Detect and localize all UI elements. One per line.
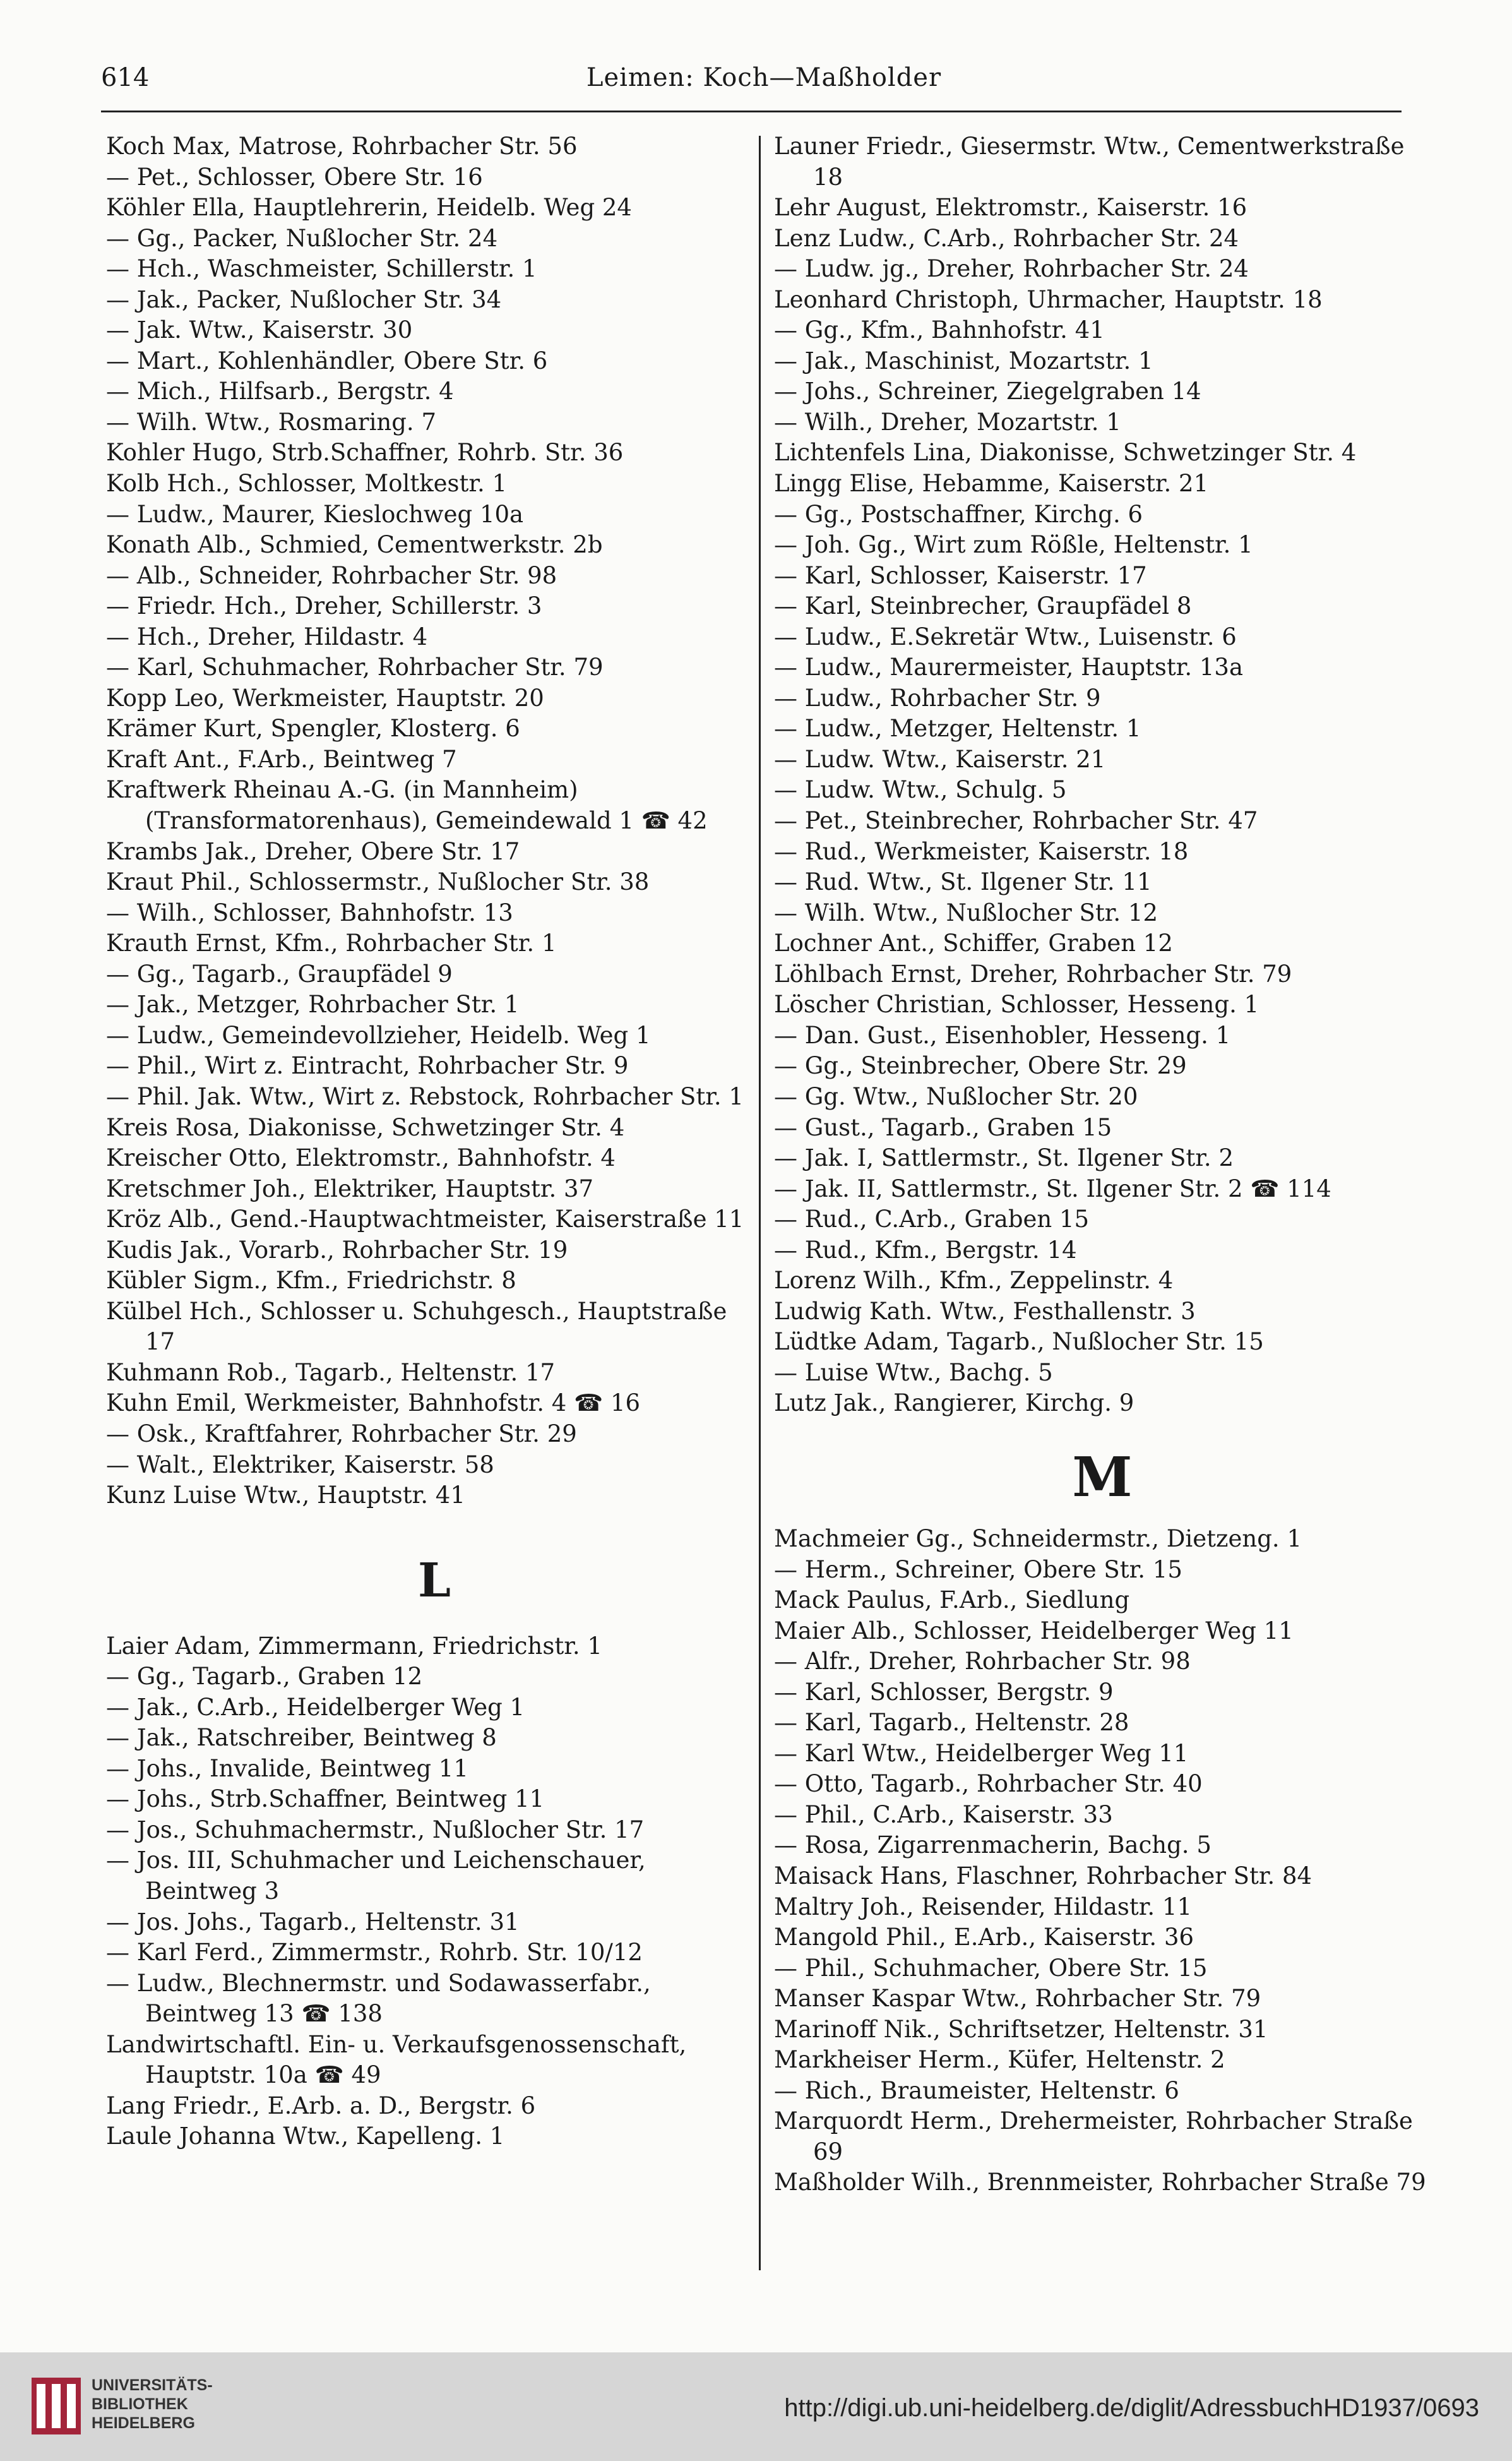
directory-entry: Kretschmer Joh., Elektriker, Hauptstr. 37 xyxy=(106,1175,594,1202)
directory-entry: Lingg Elise, Hebamme, Kaiserstr. 21 xyxy=(774,470,1209,498)
directory-entry: — Alb., Schneider, Rohrbacher Str. 98 xyxy=(106,561,557,589)
left-column xyxy=(106,131,763,2152)
directory-entry: — Jak., Metzger, Rohrbacher Str. 1 xyxy=(106,991,520,1019)
directory-entry: Kopp Leo, Werkmeister, Hauptstr. 20 xyxy=(106,684,544,712)
directory-entry: — Rosa, Zigarrenmacherin, Bachg. 5 xyxy=(774,1831,1211,1859)
directory-entry: Köhler Ella, Hauptlehrerin, Heidelb. Weg 24 xyxy=(106,194,632,222)
section-letter-l: L xyxy=(417,1553,451,1608)
directory-entry: — Hch., Dreher, Hildastr. 4 xyxy=(106,623,428,650)
directory-entry: Krauth Ernst, Kfm., Rohrbacher Str. 1 xyxy=(106,930,557,957)
directory-entry: — Gg., Steinbrecher, Obere Str. 29 xyxy=(774,1052,1187,1080)
directory-entry: — Ludw., Gemeindevollzieher, Heidelb. Weg 1 xyxy=(106,1021,651,1049)
directory-entry: — Rud., Kfm., Bergstr. 14 xyxy=(774,1236,1077,1264)
directory-entry: Lutz Jak., Rangierer, Kirchg. 9 xyxy=(774,1389,1134,1417)
directory-entry: Lang Friedr., E.Arb. a. D., Bergstr. 6 xyxy=(106,2092,536,2119)
directory-entry: — Rich., Braumeister, Heltenstr. 6 xyxy=(774,2076,1179,2104)
directory-entry: Lüdtke Adam, Tagarb., Nußlocher Str. 15 xyxy=(774,1328,1264,1356)
directory-entry: Lochner Ant., Schiffer, Graben 12 xyxy=(774,930,1173,957)
directory-entry: — Phil., Schuhmacher, Obere Str. 15 xyxy=(774,1954,1208,1982)
directory-entry: — Karl, Tagarb., Heltenstr. 28 xyxy=(774,1709,1129,1737)
directory-entry: Mangold Phil., E.Arb., Kaiserstr. 36 xyxy=(774,1924,1194,1951)
directory-entry: Markheiser Herm., Küfer, Heltenstr. 2 xyxy=(774,2046,1225,2074)
directory-entry: Lichtenfels Lina, Diakonisse, Schwetzinger Str. 4 xyxy=(774,439,1357,467)
directory-entry: — Johs., Invalide, Beintweg 11 xyxy=(106,1754,468,1782)
directory-entry: — Ludw. jg., Dreher, Rohrbacher Str. 24 xyxy=(774,255,1249,283)
directory-entry: — Johs., Schreiner, Ziegelgraben 14 xyxy=(774,378,1201,405)
library-name-line1: UNIVERSITÄTS- xyxy=(92,2376,213,2394)
directory-entry: — Ludw., Metzger, Heltenstr. 1 xyxy=(774,715,1141,743)
library-logo-icon xyxy=(32,2378,81,2434)
directory-entry: Lehr August, Elektromstr., Kaiserstr. 16 xyxy=(774,194,1247,222)
directory-entry: — Joh. Gg., Wirt zum Rößle, Heltenstr. 1 xyxy=(774,531,1253,559)
directory-entry: Kuhn Emil, Werkmeister, Bahnhofstr. 4 ☎ 16 xyxy=(106,1389,641,1417)
directory-entry: — Luise Wtw., Bachg. 5 xyxy=(774,1358,1053,1386)
directory-entry: — Jos. III, Schuhmacher und Leichenschauer, Beintweg 3 xyxy=(106,1847,646,1905)
library-name[interactable] xyxy=(92,2376,213,2433)
directory-entry: Kraftwerk Rheinau A.-G. (in Mannheim) (Transformatorenhaus), Gemeindewald 1 ☎ 42 xyxy=(106,776,708,835)
directory-entry: Lorenz Wilh., Kfm., Zeppelinstr. 4 xyxy=(774,1267,1174,1295)
directory-entry: — Phil., C.Arb., Kaiserstr. 33 xyxy=(774,1800,1113,1828)
directory-entry: — Jos. Johs., Tagarb., Heltenstr. 31 xyxy=(106,1908,520,1936)
directory-entry: Laier Adam, Zimmermann, Friedrichstr. 1 xyxy=(106,1632,602,1660)
directory-entry: Marinoff Nik., Schriftsetzer, Heltenstr. 31 xyxy=(774,2015,1268,2043)
directory-entry: — Walt., Elektriker, Kaiserstr. 58 xyxy=(106,1451,494,1478)
directory-entry: Maltry Joh., Reisender, Hildastr. 11 xyxy=(774,1893,1193,1920)
directory-entry: Lenz Ludw., C.Arb., Rohrbacher Str. 24 xyxy=(774,224,1239,252)
directory-entry: Konath Alb., Schmied, Cementwerkstr. 2b xyxy=(106,531,603,559)
directory-entry: Koch Max, Matrose, Rohrbacher Str. 56 xyxy=(106,133,578,160)
library-name-line3: HEIDELBERG xyxy=(92,2414,195,2432)
directory-entry: — Gg., Kfm., Bahnhofstr. 41 xyxy=(774,316,1105,344)
directory-entry: — Wilh. Wtw., Nußlocher Str. 12 xyxy=(774,899,1158,926)
directory-entry: — Gust., Tagarb., Graben 15 xyxy=(774,1113,1112,1141)
directory-entry: — Johs., Strb.Schaffner, Beintweg 11 xyxy=(106,1785,545,1813)
directory-entry: Mack Paulus, F.Arb., Siedlung xyxy=(774,1586,1130,1614)
directory-entry: — Mart., Kohlenhändler, Obere Str. 6 xyxy=(106,347,548,374)
directory-entry: — Wilh. Wtw., Rosmaring. 7 xyxy=(106,408,436,436)
directory-entry: Kudis Jak., Vorarb., Rohrbacher Str. 19 xyxy=(106,1236,568,1264)
directory-entry: — Ludw. Wtw., Schulg. 5 xyxy=(774,776,1067,804)
directory-entry: — Rud. Wtw., St. Ilgener Str. 11 xyxy=(774,868,1152,896)
directory-entry: — Karl Wtw., Heidelberger Weg 11 xyxy=(774,1739,1189,1767)
directory-entry: Maßholder Wilh., Brennmeister, Rohrbacher Straße 79 xyxy=(774,2169,1426,2196)
directory-entry: Krambs Jak., Dreher, Obere Str. 17 xyxy=(106,837,520,865)
directory-entry: Löhlbach Ernst, Dreher, Rohrbacher Str. 79 xyxy=(774,960,1292,988)
directory-entry: — Ludw., Blechnermstr. und Sodawasserfabr., Beintweg 13 ☎ 138 xyxy=(106,1969,651,2028)
directory-entry: — Pet., Schlosser, Obere Str. 16 xyxy=(106,163,483,191)
directory-entry: — Wilh., Schlosser, Bahnhofstr. 13 xyxy=(106,899,513,926)
section-letter-m: M xyxy=(1072,1445,1133,1509)
directory-entry: — Karl Ferd., Zimmermstr., Rohrb. Str. 10/12 xyxy=(106,1939,643,1967)
directory-entry: — Phil. Jak. Wtw., Wirt z. Rebstock, Rohrbacher Str. 1 xyxy=(106,1082,744,1110)
directory-entry: Löscher Christian, Schlosser, Hesseng. 1 xyxy=(774,991,1259,1019)
directory-entry: Maisack Hans, Flaschner, Rohrbacher Str. 84 xyxy=(774,1862,1313,1889)
directory-entry: — Karl, Schlosser, Kaiserstr. 17 xyxy=(774,561,1147,589)
source-url-link[interactable]: http://digi.ub.uni-heidelberg.de/diglit/AdressbuchHD1937/0693 xyxy=(784,2394,1479,2422)
directory-entry: — Karl, Steinbrecher, Graupfädel 8 xyxy=(774,592,1192,620)
directory-entry: — Pet., Steinbrecher, Rohrbacher Str. 47 xyxy=(774,807,1258,835)
directory-entry: Kohler Hugo, Strb.Schaffner, Rohrb. Str. 36 xyxy=(106,439,624,467)
directory-entry: — Osk., Kraftfahrer, Rohrbacher Str. 29 xyxy=(106,1420,577,1447)
directory-entry: — Ludw., Maurer, Kieslochweg 10a xyxy=(106,500,524,528)
directory-entry: — Alfr., Dreher, Rohrbacher Str. 98 xyxy=(774,1648,1191,1675)
directory-entry: Kraut Phil., Schlossermstr., Nußlocher Str. 38 xyxy=(106,868,650,896)
directory-entry: Kreischer Otto, Elektromstr., Bahnhofstr. 4 xyxy=(106,1144,616,1172)
directory-entry: — Ludw., E.Sekretär Wtw., Luisenstr. 6 xyxy=(774,623,1237,650)
directory-entry: — Wilh., Dreher, Mozartstr. 1 xyxy=(774,408,1121,436)
page-number: 614 xyxy=(101,63,150,92)
directory-entry: Maier Alb., Schlosser, Heidelberger Weg 11 xyxy=(774,1617,1294,1644)
directory-entry: — Jak. I, Sattlermstr., St. Ilgener Str. 2 xyxy=(774,1144,1234,1172)
directory-entry: Leonhard Christoph, Uhrmacher, Hauptstr. 18 xyxy=(774,285,1323,313)
directory-entry: — Karl, Schuhmacher, Rohrbacher Str. 79 xyxy=(106,654,604,681)
directory-entry: Kreis Rosa, Diakonisse, Schwetzinger Str. 4 xyxy=(106,1113,625,1141)
directory-entry: — Karl, Schlosser, Bergstr. 9 xyxy=(774,1678,1114,1706)
directory-entry: — Jak. II, Sattlermstr., St. Ilgener Str. 2 ☎ 114 xyxy=(774,1175,1331,1202)
directory-entry: — Gg., Packer, Nußlocher Str. 24 xyxy=(106,224,498,252)
directory-entry: Ludwig Kath. Wtw., Festhallenstr. 3 xyxy=(774,1297,1196,1325)
directory-entry: — Rud., C.Arb., Graben 15 xyxy=(774,1206,1090,1233)
directory-entry: — Gg. Wtw., Nußlocher Str. 20 xyxy=(774,1082,1138,1110)
directory-entry: — Jak., Packer, Nußlocher Str. 34 xyxy=(106,285,502,313)
directory-entry: — Gg., Tagarb., Graupfädel 9 xyxy=(106,960,453,988)
library-name-line2: BIBLIOTHEK xyxy=(92,2395,188,2413)
directory-entry: Kraft Ant., F.Arb., Beintweg 7 xyxy=(106,745,457,773)
directory-entry: — Phil., Wirt z. Eintracht, Rohrbacher Str. 9 xyxy=(106,1052,629,1080)
directory-entry: Kolb Hch., Schlosser, Moltkestr. 1 xyxy=(106,470,508,498)
directory-entry: — Friedr. Hch., Dreher, Schillerstr. 3 xyxy=(106,592,542,620)
directory-entry: — Ludw., Maurermeister, Hauptstr. 13a xyxy=(774,654,1244,681)
directory-entry: — Ludw. Wtw., Kaiserstr. 21 xyxy=(774,745,1106,773)
directory-entry: Kunz Luise Wtw., Hauptstr. 41 xyxy=(106,1482,465,1509)
directory-entry: Landwirtschaftl. Ein- u. Verkaufsgenossenschaft, Hauptstr. 10a ☎ 49 xyxy=(106,2030,687,2089)
header-rule xyxy=(101,111,1402,112)
directory-entry: Laule Johanna Wtw., Kapelleng. 1 xyxy=(106,2123,505,2150)
directory-entry: — Gg., Postschaffner, Kirchg. 6 xyxy=(774,500,1143,528)
directory-entry: Launer Friedr., Giesermstr. Wtw., Cementwerkstraße 18 xyxy=(774,133,1405,191)
directory-entry: — Ludw., Rohrbacher Str. 9 xyxy=(774,684,1101,712)
directory-entry: Krämer Kurt, Spengler, Klosterg. 6 xyxy=(106,715,520,743)
directory-entry: Kröz Alb., Gend.-Hauptwachtmeister, Kaiserstraße 11 xyxy=(106,1206,744,1233)
directory-entry: Kuhmann Rob., Tagarb., Heltenstr. 17 xyxy=(106,1358,556,1386)
directory-entry: Manser Kaspar Wtw., Rohrbacher Str. 79 xyxy=(774,1985,1261,2013)
directory-entry: — Mich., Hilfsarb., Bergstr. 4 xyxy=(106,378,454,405)
page-title: Leimen: Koch—Maßholder xyxy=(586,63,942,92)
directory-entry: — Jak., C.Arb., Heidelberger Weg 1 xyxy=(106,1693,525,1721)
directory-entry: — Dan. Gust., Eisenhobler, Hesseng. 1 xyxy=(774,1021,1231,1049)
directory-entry: — Rud., Werkmeister, Kaiserstr. 18 xyxy=(774,837,1189,865)
directory-entry: Machmeier Gg., Schneidermstr., Dietzeng. 1 xyxy=(774,1524,1302,1552)
footer-bar xyxy=(0,2352,1512,2461)
directory-entry: Külbel Hch., Schlosser u. Schuhgesch., Hauptstraße 17 xyxy=(106,1297,727,1356)
page-header xyxy=(101,63,1427,101)
right-column xyxy=(774,131,1431,2198)
directory-entry: — Gg., Tagarb., Graben 12 xyxy=(106,1663,423,1691)
directory-entry: Marquordt Herm., Drehermeister, Rohrbacher Straße 69 xyxy=(774,2107,1413,2165)
directory-entry: — Hch., Waschmeister, Schillerstr. 1 xyxy=(106,255,537,283)
directory-entry: — Jos., Schuhmachermstr., Nußlocher Str. 17 xyxy=(106,1816,645,1843)
directory-entry: — Jak., Maschinist, Mozartstr. 1 xyxy=(774,347,1153,374)
directory-entry: — Otto, Tagarb., Rohrbacher Str. 40 xyxy=(774,1770,1203,1798)
directory-entry: Kübler Sigm., Kfm., Friedrichstr. 8 xyxy=(106,1267,516,1295)
directory-entry: — Jak., Ratschreiber, Beintweg 8 xyxy=(106,1724,497,1752)
directory-entry: — Herm., Schreiner, Obere Str. 15 xyxy=(774,1555,1182,1583)
directory-entry: — Jak. Wtw., Kaiserstr. 30 xyxy=(106,316,413,344)
